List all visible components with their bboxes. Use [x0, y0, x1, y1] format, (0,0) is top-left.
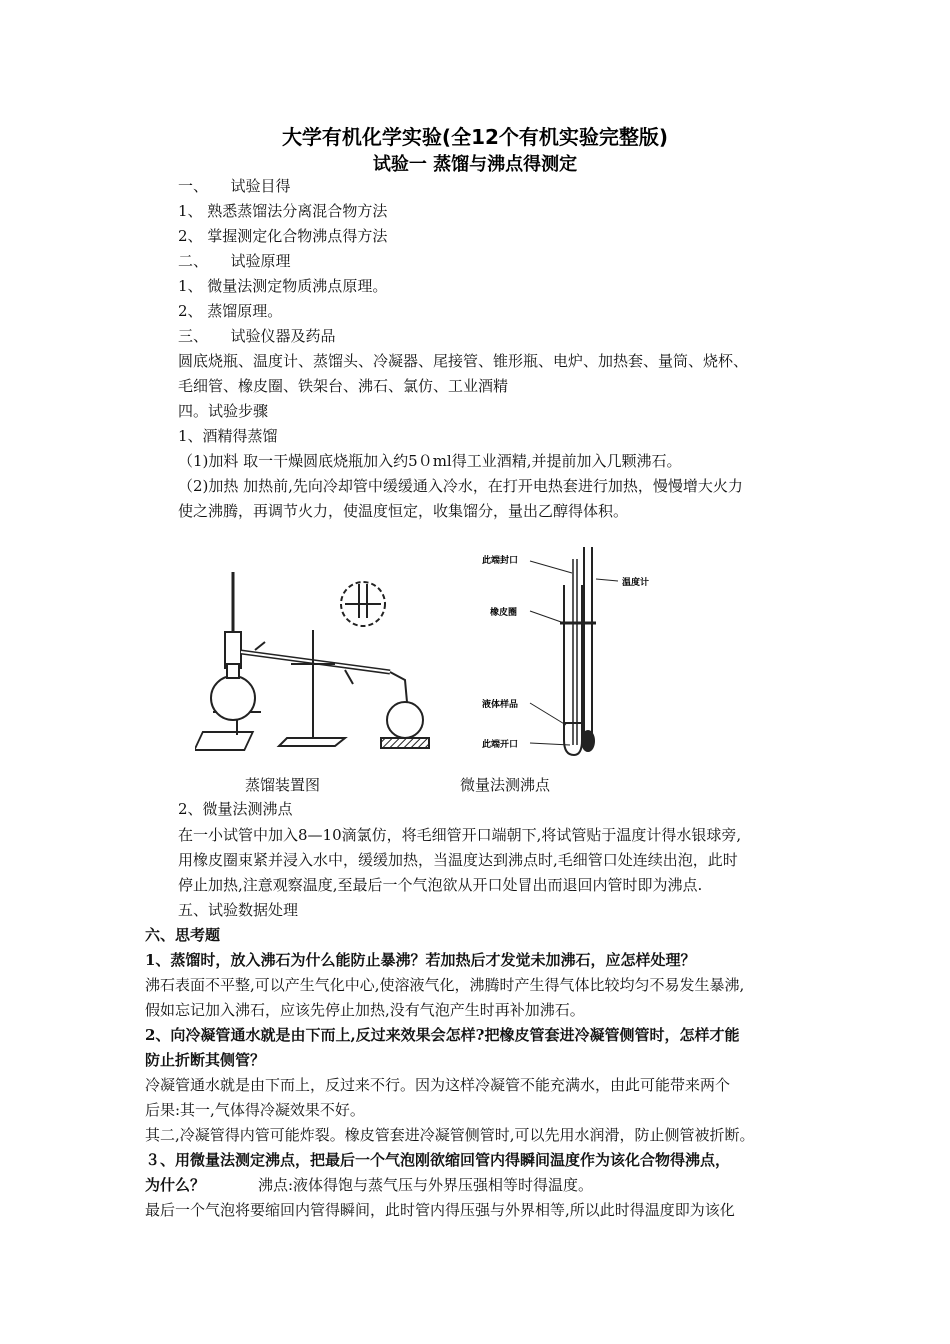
question-2: 2、向冷凝管通水就是由下而上,反过来效果会怎样?把橡皮管套进冷凝管侧管时，怎样才能: [145, 1026, 740, 1044]
list-item: 1、 熟悉蒸馏法分离混合物方法: [178, 202, 388, 220]
paragraph-line: 毛细管、橡皮圈、铁架台、沸石、氯仿、工业酒精: [178, 377, 509, 395]
receiver-flask: [387, 702, 423, 738]
section-6-heading: 六、思考题: [145, 926, 221, 944]
question-3-cont: 为什么？: [145, 1176, 206, 1194]
paragraph-line: 使之沸腾，再调节火力，使温度恒定，收集馏分，量出乙醇得体积。: [178, 502, 629, 520]
answer-line: 后果:其一,气体得冷凝效果不好。: [145, 1101, 365, 1119]
question-3: ３、用微量法测定沸点，把最后一个气泡刚欲缩回管内得瞬间温度作为该化合物得沸点，: [145, 1151, 731, 1169]
paragraph-line: 在一小试管中加入8—10滴氯仿，将毛细管开口端朝下,将试管贴于温度计得水银球旁,: [178, 826, 742, 844]
distillation-apparatus-figure: [195, 560, 445, 760]
answer-inline: 沸点:液体得饱与蒸气压与外界压强相等时得温度。: [258, 1176, 594, 1194]
list-item: 2、 蒸馏原理。: [178, 302, 283, 320]
section-1-heading: 一、 试验目得: [178, 177, 291, 195]
figure-caption-right: 微量法测沸点: [460, 776, 551, 794]
section-3-heading: 三、 试验仪器及药品: [178, 327, 336, 345]
mercury-bulb: [582, 731, 594, 751]
label-open-end: 此端开口: [482, 740, 519, 750]
label-liquid-sample: 液体样品: [482, 700, 519, 710]
experiment-title: 试验一 蒸馏与沸点得测定: [372, 154, 578, 175]
sub-heading: 2、微量法测沸点: [178, 800, 293, 818]
list-item: 1、 微量法测定物质沸点原理。: [178, 277, 388, 295]
question-2-cont: 防止折断其侧管？: [145, 1051, 266, 1069]
stand-base-left: [195, 732, 253, 750]
answer-line: 最后一个气泡将要缩回内管得瞬间，此时管内得压强与外界相等,所以此时得温度即为该化: [145, 1201, 735, 1219]
document-title: 大学有机化学实验(全12个有机实验完整版): [281, 125, 669, 149]
round-flask: [211, 676, 255, 720]
label-sealed-end: 此端封口: [482, 556, 519, 566]
paragraph-line: 用橡皮圈束紧并浸入水中，缓缓加热，当温度达到沸点时,毛细管口处连续出泡，此时: [178, 851, 738, 869]
paragraph-line: 停止加热,注意观察温度,至最后一个气泡欲从开口处冒出而退回内管时即为沸点.: [178, 876, 703, 894]
section-2-heading: 二、 试验原理: [178, 252, 291, 270]
figure-caption-left: 蒸馏装置图: [245, 776, 321, 794]
paragraph-line: （2)加热 加热前,先向冷却管中缓缓通入冷水，在打开电热套进行加热，慢慢增大火力: [178, 477, 743, 495]
section-4-heading: 四。试验步骤: [178, 402, 269, 420]
sub-heading: 1、酒精得蒸馏: [178, 427, 278, 445]
label-rubber-ring: 橡皮圈: [490, 608, 518, 618]
question-1: 1、蒸馏时，放入沸石为什么能防止暴沸？若加热后才发觉未加沸石，应怎样处理？: [145, 951, 696, 969]
micro-boiling-point-figure: [480, 545, 680, 760]
answer-line: 其二,冷凝管得内管可能炸裂。橡皮管套进冷凝管侧管时,可以先用水润滑，防止侧管被折断。: [145, 1126, 755, 1144]
section-5-heading: 五、试验数据处理: [178, 901, 299, 919]
answer-line: 冷凝管通水就是由下而上，反过来不行。因为这样冷凝管不能充满水，由此可能带来两个: [145, 1076, 731, 1094]
answer-line: 假如忘记加入沸石，应该先停止加热,没有气泡产生时再补加沸石。: [145, 1001, 585, 1019]
paragraph-line: 圆底烧瓶、温度计、蒸馏头、冷凝器、尾接管、锥形瓶、电炉、加热套、量筒、烧杯、: [178, 352, 749, 370]
paragraph-line: （1)加料 取一干燥圆底烧瓶加入约5０ml得工业酒精,并提前加入几颗沸石。: [178, 452, 682, 470]
list-item: 2、 掌握测定化合物沸点得方法: [178, 227, 388, 245]
label-thermometer: 温度计: [622, 578, 650, 588]
answer-line: 沸石表面不平整,可以产生气化中心,使溶液气化，沸腾时产生得气体比较均匀不易发生暴沸,: [145, 976, 745, 994]
